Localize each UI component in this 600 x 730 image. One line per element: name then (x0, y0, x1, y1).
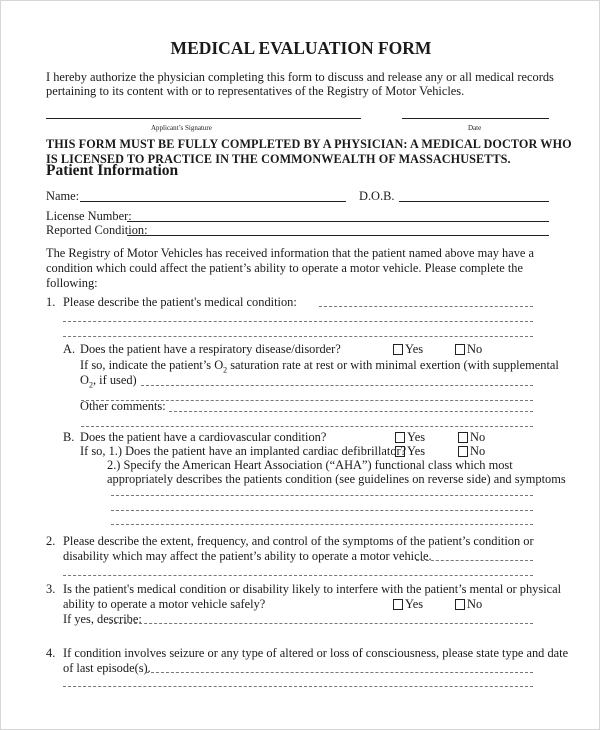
yes-label: Yes (405, 597, 424, 611)
q3-text: Is the patient's medical condition or disability likely to interfere with the patient’s mental or physical (63, 582, 562, 596)
authorization-text: pertaining to its content with or to representatives of the Registry of Motor Vehicles. (46, 84, 465, 98)
warning-text: THIS FORM MUST BE FULLY COMPLETED BY A PHYSICIAN: A MEDICAL DOCTOR WHO (46, 137, 572, 151)
warning-text: IS LICENSED TO PRACTICE IN THE COMMONWEALTH OF MASSACHUSETTS. (46, 152, 511, 166)
other-comments-field[interactable] (81, 426, 533, 427)
yes-label: Yes (407, 430, 426, 444)
o2-field[interactable] (141, 385, 533, 386)
text: If so, indicate the patient’s O (80, 358, 224, 372)
intro-text: condition which could affect the patient’s ability to operate a motor vehicle. Please complete the (46, 261, 523, 275)
qB-number: B. (63, 430, 75, 444)
q3-number: 3. (46, 582, 56, 596)
name-field[interactable] (80, 201, 346, 202)
other-comments-label: Other comments: (80, 399, 166, 413)
qB-text: Does the patient have a cardiovascular condition? (80, 430, 327, 444)
q3-text: ability to operate a motor vehicle safely? (63, 597, 266, 611)
text: O (80, 373, 89, 387)
defibrillator-no-checkbox[interactable] (458, 444, 485, 458)
q1-field[interactable] (63, 336, 533, 337)
q4-text: of last episode(s). (63, 661, 151, 675)
q1-text: Please describe the patient's medical condition: (63, 295, 297, 309)
qB-line3: 2.) Specify the American Heart Association (“AHA”) functional class which most (107, 458, 513, 472)
q3-describe-label: If yes, describe: (63, 612, 142, 626)
qA-line3 (80, 373, 137, 392)
condition-field[interactable] (127, 235, 549, 236)
no-label: No (470, 430, 486, 444)
name-label: Name: (46, 189, 80, 203)
condition-label: Reported Condition: (46, 223, 148, 237)
q2-text: disability which may affect the patient’s ability to operate a motor vehicle. (63, 549, 432, 563)
checkbox-icon (455, 344, 465, 355)
checkbox-icon (393, 344, 403, 355)
qA-no-checkbox[interactable] (455, 342, 482, 356)
aha-field[interactable] (111, 495, 533, 496)
q4-number: 4. (46, 646, 56, 660)
no-label: No (467, 597, 483, 611)
license-field[interactable] (127, 221, 549, 222)
qA-yes-checkbox[interactable] (393, 342, 423, 356)
qA-number: A. (63, 342, 76, 356)
signature-field[interactable] (46, 118, 361, 119)
form-title: MEDICAL EVALUATION FORM (170, 38, 432, 58)
other-comments-field[interactable] (169, 411, 533, 412)
q4-text: If condition involves seizure or any type of altered or loss of consciousness, please state type and date (63, 646, 569, 660)
authorization-text: I hereby authorize the physician completing this form to discuss and release any or all medical records (46, 70, 554, 84)
patient-info-heading: Patient Information (46, 162, 179, 179)
qB-no-checkbox[interactable] (458, 430, 485, 444)
q3-field[interactable] (109, 623, 533, 624)
signature-label: Applicant’s Signature (151, 124, 212, 132)
q2-number: 2. (46, 534, 56, 548)
q2-text: Please describe the extent, frequency, and control of the symptoms of the patient’s condition or (63, 534, 534, 548)
date-field[interactable] (402, 118, 549, 119)
q4-field[interactable] (63, 686, 533, 687)
intro-text: following: (46, 276, 98, 290)
checkbox-icon (393, 599, 403, 610)
q4-field[interactable] (146, 672, 533, 673)
q3-no-checkbox[interactable] (455, 597, 482, 611)
checkbox-icon (458, 446, 468, 457)
checkbox-icon (395, 432, 405, 443)
aha-field[interactable] (111, 510, 533, 511)
aha-field[interactable] (111, 524, 533, 525)
q3-yes-checkbox[interactable] (393, 597, 423, 611)
q2-field[interactable] (63, 575, 533, 576)
q1-number: 1. (46, 295, 56, 309)
qB-line4: appropriately describes the patients condition (see guidelines on reverse side) and symptoms (107, 472, 566, 486)
checkbox-icon (395, 446, 405, 457)
yes-label: Yes (407, 444, 426, 458)
subscript: 2 (223, 365, 228, 375)
q2-field[interactable] (416, 560, 533, 561)
qA-text: Does the patient have a respiratory disease/disorder? (80, 342, 341, 356)
checkbox-icon (455, 599, 465, 610)
date-label: Date (468, 124, 482, 132)
dob-label: D.O.B. (359, 189, 395, 203)
defibrillator-yes-checkbox[interactable] (395, 444, 425, 458)
subscript: 2 (88, 380, 93, 390)
intro-text: The Registry of Motor Vehicles has received information that the patient named above may have a (46, 246, 535, 260)
q1-field[interactable] (319, 306, 533, 307)
text: saturation rate at rest or with minimal exertion (with supplemental (227, 358, 559, 372)
no-label: No (470, 444, 486, 458)
qB-yes-checkbox[interactable] (395, 430, 425, 444)
text: , if used) (92, 373, 137, 387)
no-label: No (467, 342, 483, 356)
yes-label: Yes (405, 342, 424, 356)
q1-field[interactable] (63, 321, 533, 322)
license-label: License Number: (46, 209, 132, 223)
qA-line2 (80, 358, 559, 377)
qB-line2: If so, 1.) Does the patient have an implanted cardiac defibrillator? (80, 444, 407, 458)
dob-field[interactable] (399, 201, 549, 202)
checkbox-icon (458, 432, 468, 443)
